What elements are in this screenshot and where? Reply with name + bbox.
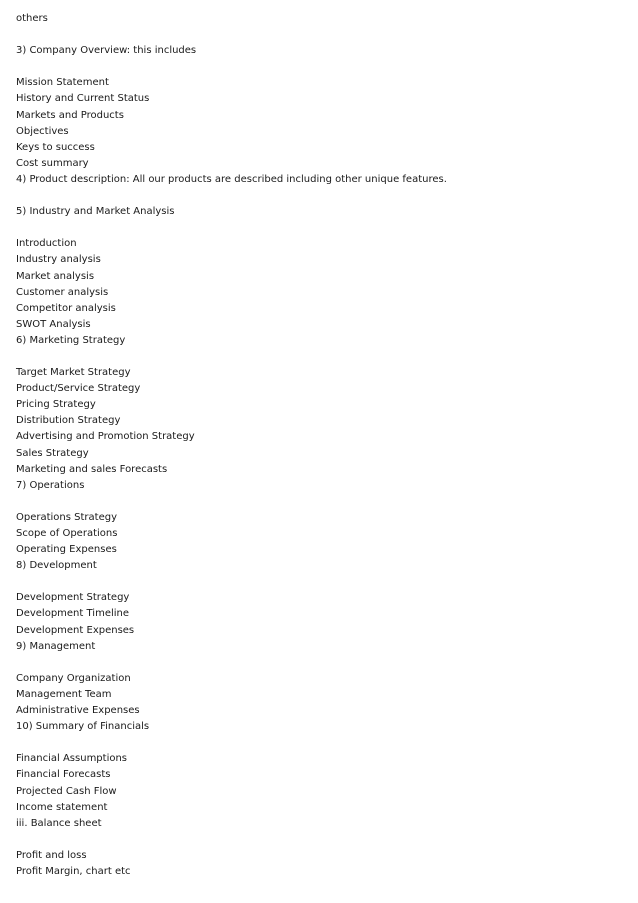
text-line: Industry analysis [16, 254, 101, 266]
section-heading: 6) Marketing Strategy [16, 334, 126, 346]
text-line: SWOT Analysis [16, 318, 91, 330]
section-heading: 7) Operations [16, 479, 85, 491]
section-heading: 10) Summary of Financials [16, 721, 150, 733]
text-line: Pricing Strategy [16, 399, 96, 411]
text-line: Projected Cash Flow [16, 785, 117, 797]
text-line: Cost summary [16, 157, 89, 169]
document-body [16, 11, 616, 880]
section-heading: 9) Management [16, 640, 96, 652]
text-line: Introduction [16, 238, 77, 250]
blank-line [16, 27, 616, 43]
blank-line [16, 220, 616, 236]
blank-line [16, 735, 616, 751]
blank-line [16, 188, 616, 204]
text-line: Development Expenses [16, 624, 135, 636]
text-line: Operating Expenses [16, 544, 117, 556]
text-line: Advertising and Promotion Strategy [16, 431, 195, 443]
blank-line [16, 349, 616, 365]
text-line: Management Team [16, 688, 112, 700]
blank-line [16, 655, 616, 671]
text-line: Sales Strategy [16, 447, 89, 459]
text-line: Competitor analysis [16, 302, 116, 314]
section-heading: 8) Development [16, 560, 97, 572]
text-line: Markets and Products [16, 109, 124, 121]
text-line: Customer analysis [16, 286, 109, 298]
text-line: Company Organization [16, 672, 131, 684]
text-line: others [16, 13, 48, 24]
blank-line [16, 59, 616, 75]
section-heading: 3) Company Overview: this includes [16, 45, 197, 57]
section-heading: 5) Industry and Market Analysis [16, 206, 175, 218]
section-heading: 4) Product description: All our products are described including other unique features. [16, 173, 447, 185]
text-line: Operations Strategy [16, 511, 118, 523]
text-line: Development Timeline [16, 608, 130, 620]
text-line: Mission Statement [16, 77, 109, 89]
text-line: Product/Service Strategy [16, 383, 141, 395]
text-line: Distribution Strategy [16, 415, 121, 427]
text-line: Development Strategy [16, 592, 130, 604]
text-line: Marketing and sales Forecasts [16, 463, 168, 475]
blank-line [16, 832, 616, 848]
section-heading: iii. Balance sheet [16, 817, 102, 829]
text-line: Profit and loss [16, 849, 87, 861]
text-line: Income statement [16, 801, 108, 813]
text-line: Profit Margin, chart etc [16, 865, 131, 877]
text-line: Target Market Strategy [16, 367, 131, 379]
text-line: Financial Assumptions [16, 753, 128, 765]
blank-line [16, 494, 616, 510]
text-line: Market analysis [16, 270, 95, 282]
text-line: Scope of Operations [16, 528, 118, 539]
text-line: History and Current Status [16, 93, 150, 105]
text-line: Administrative Expenses [16, 705, 140, 717]
text-line: Financial Forecasts [16, 769, 111, 781]
blank-line [16, 574, 616, 590]
text-line: Objectives [16, 125, 69, 137]
text-line: Keys to success [16, 141, 95, 153]
